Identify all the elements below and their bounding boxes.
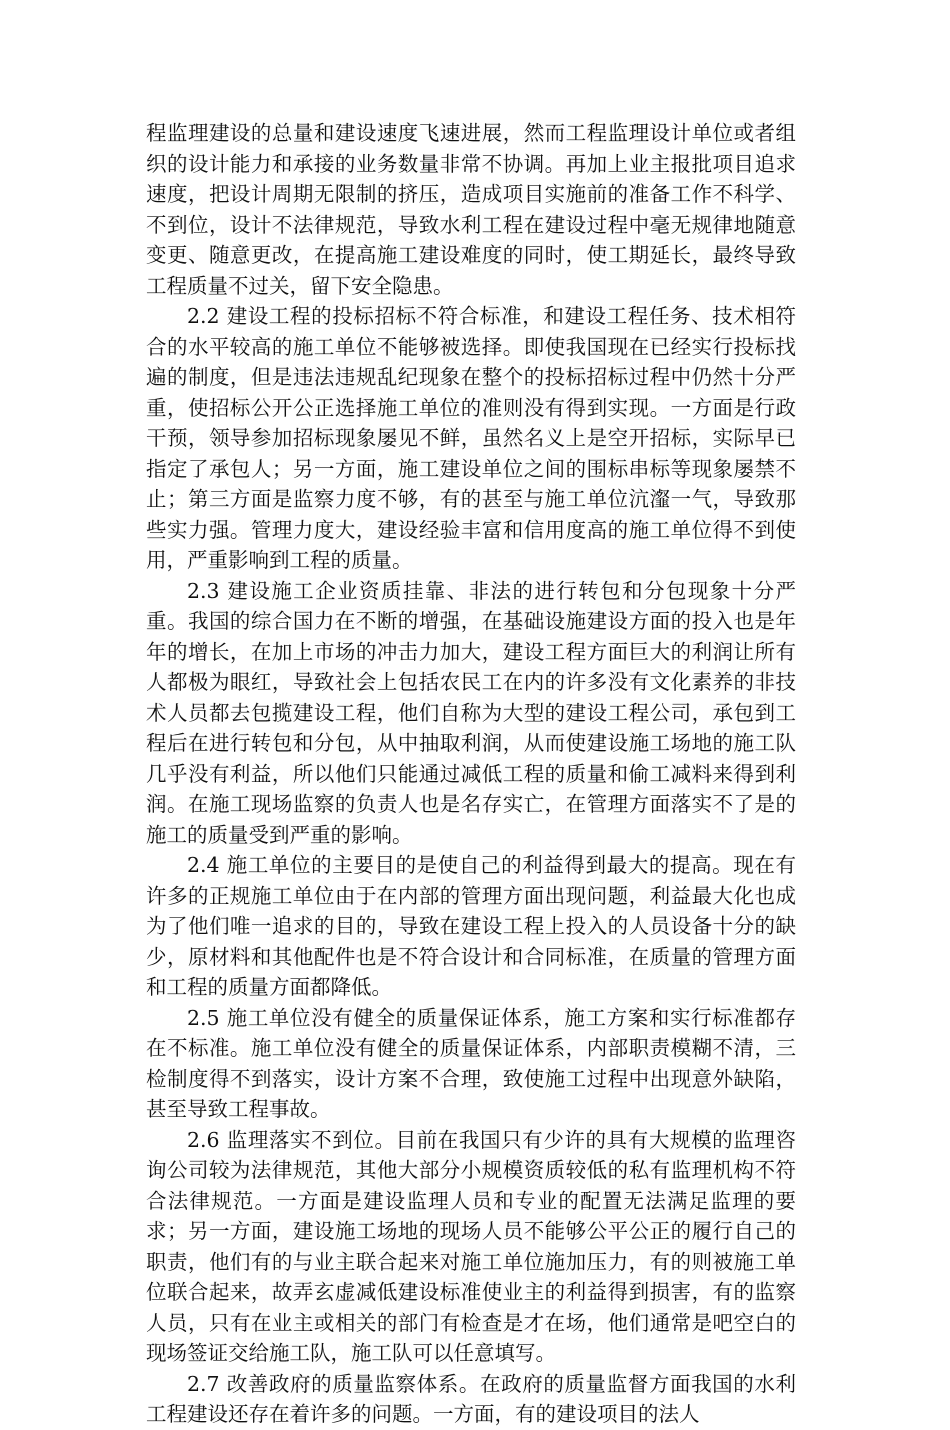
paragraph-2-3: 2.3 建设施工企业资质挂靠、非法的进行转包和分包现象十分严重。我国的综合国力在不断的增强，在基础设施建设方面的投入也是年年的增长，在加上市场的冲击力加大，建设工程方面巨大的利润让所有人都极为眼红，导致社会上包括农民工在内的许多没有文化素养的非技术人员都去包揽建设工程，他们自称为大型的建设工程公司，承包到工程后在进行转包和分包，从中抽取利润，从而使建设施工场地的施工队几乎没有利益，所以他们只能通过减低工程的质量和偷工减料来得到利润。在施工现场监察的负责人也是名存实亡，在管理方面落实不了是的施工的质量受到严重的影响。 — [146, 578, 796, 847]
paragraph-2-7: 2.7 改善政府的质量监察体系。在政府的质量监督方面我国的水利工程建设还存在着许多的问题。一方面，有的建设项目的法人 — [146, 1371, 796, 1426]
paragraph-2-6: 2.6 监理落实不到位。目前在我国只有少许的具有大规模的监理咨询公司较为法律规范，其他大部分小规模资质较低的私有监理机构不符合法律规范。一方面是建设监理人员和专业的配置无法满足监理的要求；另一方面，建设施工场地的现场人员不能够公平公正的履行自己的职责，他们有的与业主联合起来对施工单位施加压力，有的则被施工单位联合起来，故弄玄虚减低建设标准使业主的利益得到损害，有的监察人员，只有在业主或相关的部门有检查是才在场，他们通常是吧空白的现场签证交给施工队，施工队可以任意填写。 — [146, 1127, 796, 1365]
paragraph-2-4: 2.4 施工单位的主要目的是使自己的利益得到最大的提高。现在有许多的正规施工单位由于在内部的管理方面出现问题，利益最大化也成为了他们唯一追求的目的，导致在建设工程上投入的人员设备十分的缺少，原材料和其他配件也是不符合设计和合同标准，在质量的管理方面和工程的质量方面都降低。 — [146, 853, 796, 999]
document-page — [146, 118, 796, 1430]
paragraph-2-2: 2.2 建设工程的投标招标不符合标准，和建设工程任务、技术相符合的水平较高的施工单位不能够被选择。即使我国现在已经实行投标找遍的制度，但是违法违规乱纪现象在整个的投标招标过程中仍然十分严重，使招标公开公正选择施工单位的准则没有得到实现。一方面是行政干预，领导参加招标现象屡见不鲜，虽然名义上是空开招标，实际早已指定了承包人；另一方面，施工建设单位之间的围标串标等现象屡禁不止；第三方面是监察力度不够，有的甚至与施工单位沆瀣一气，导致那些实力强。管理力度大，建设经验丰富和信用度高的施工单位得不到使用，严重影响到工程的质量。 — [146, 304, 796, 572]
paragraph-continuation: 程监理建设的总量和建设速度飞速进展，然而工程监理设计单位或者组织的设计能力和承接的业务数量非常不协调。再加上业主报批项目追求速度，把设计周期无限制的挤压，造成项目实施前的准备工作不科学、不到位，设计不法律规范，导致水利工程在建设过程中毫无规律地随意变更、随意更改，在提高施工建设难度的同时，使工期延长，最终导致工程质量不过关，留下安全隐患。 — [146, 121, 796, 298]
paragraph-2-5: 2.5 施工单位没有健全的质量保证体系，施工方案和实行标准都存在不标准。施工单位没有健全的质量保证体系，内部职责模糊不清，三检制度得不到落实，设计方案不合理，致使施工过程中出现意外缺陷，甚至导致工程事故。 — [146, 1005, 796, 1121]
